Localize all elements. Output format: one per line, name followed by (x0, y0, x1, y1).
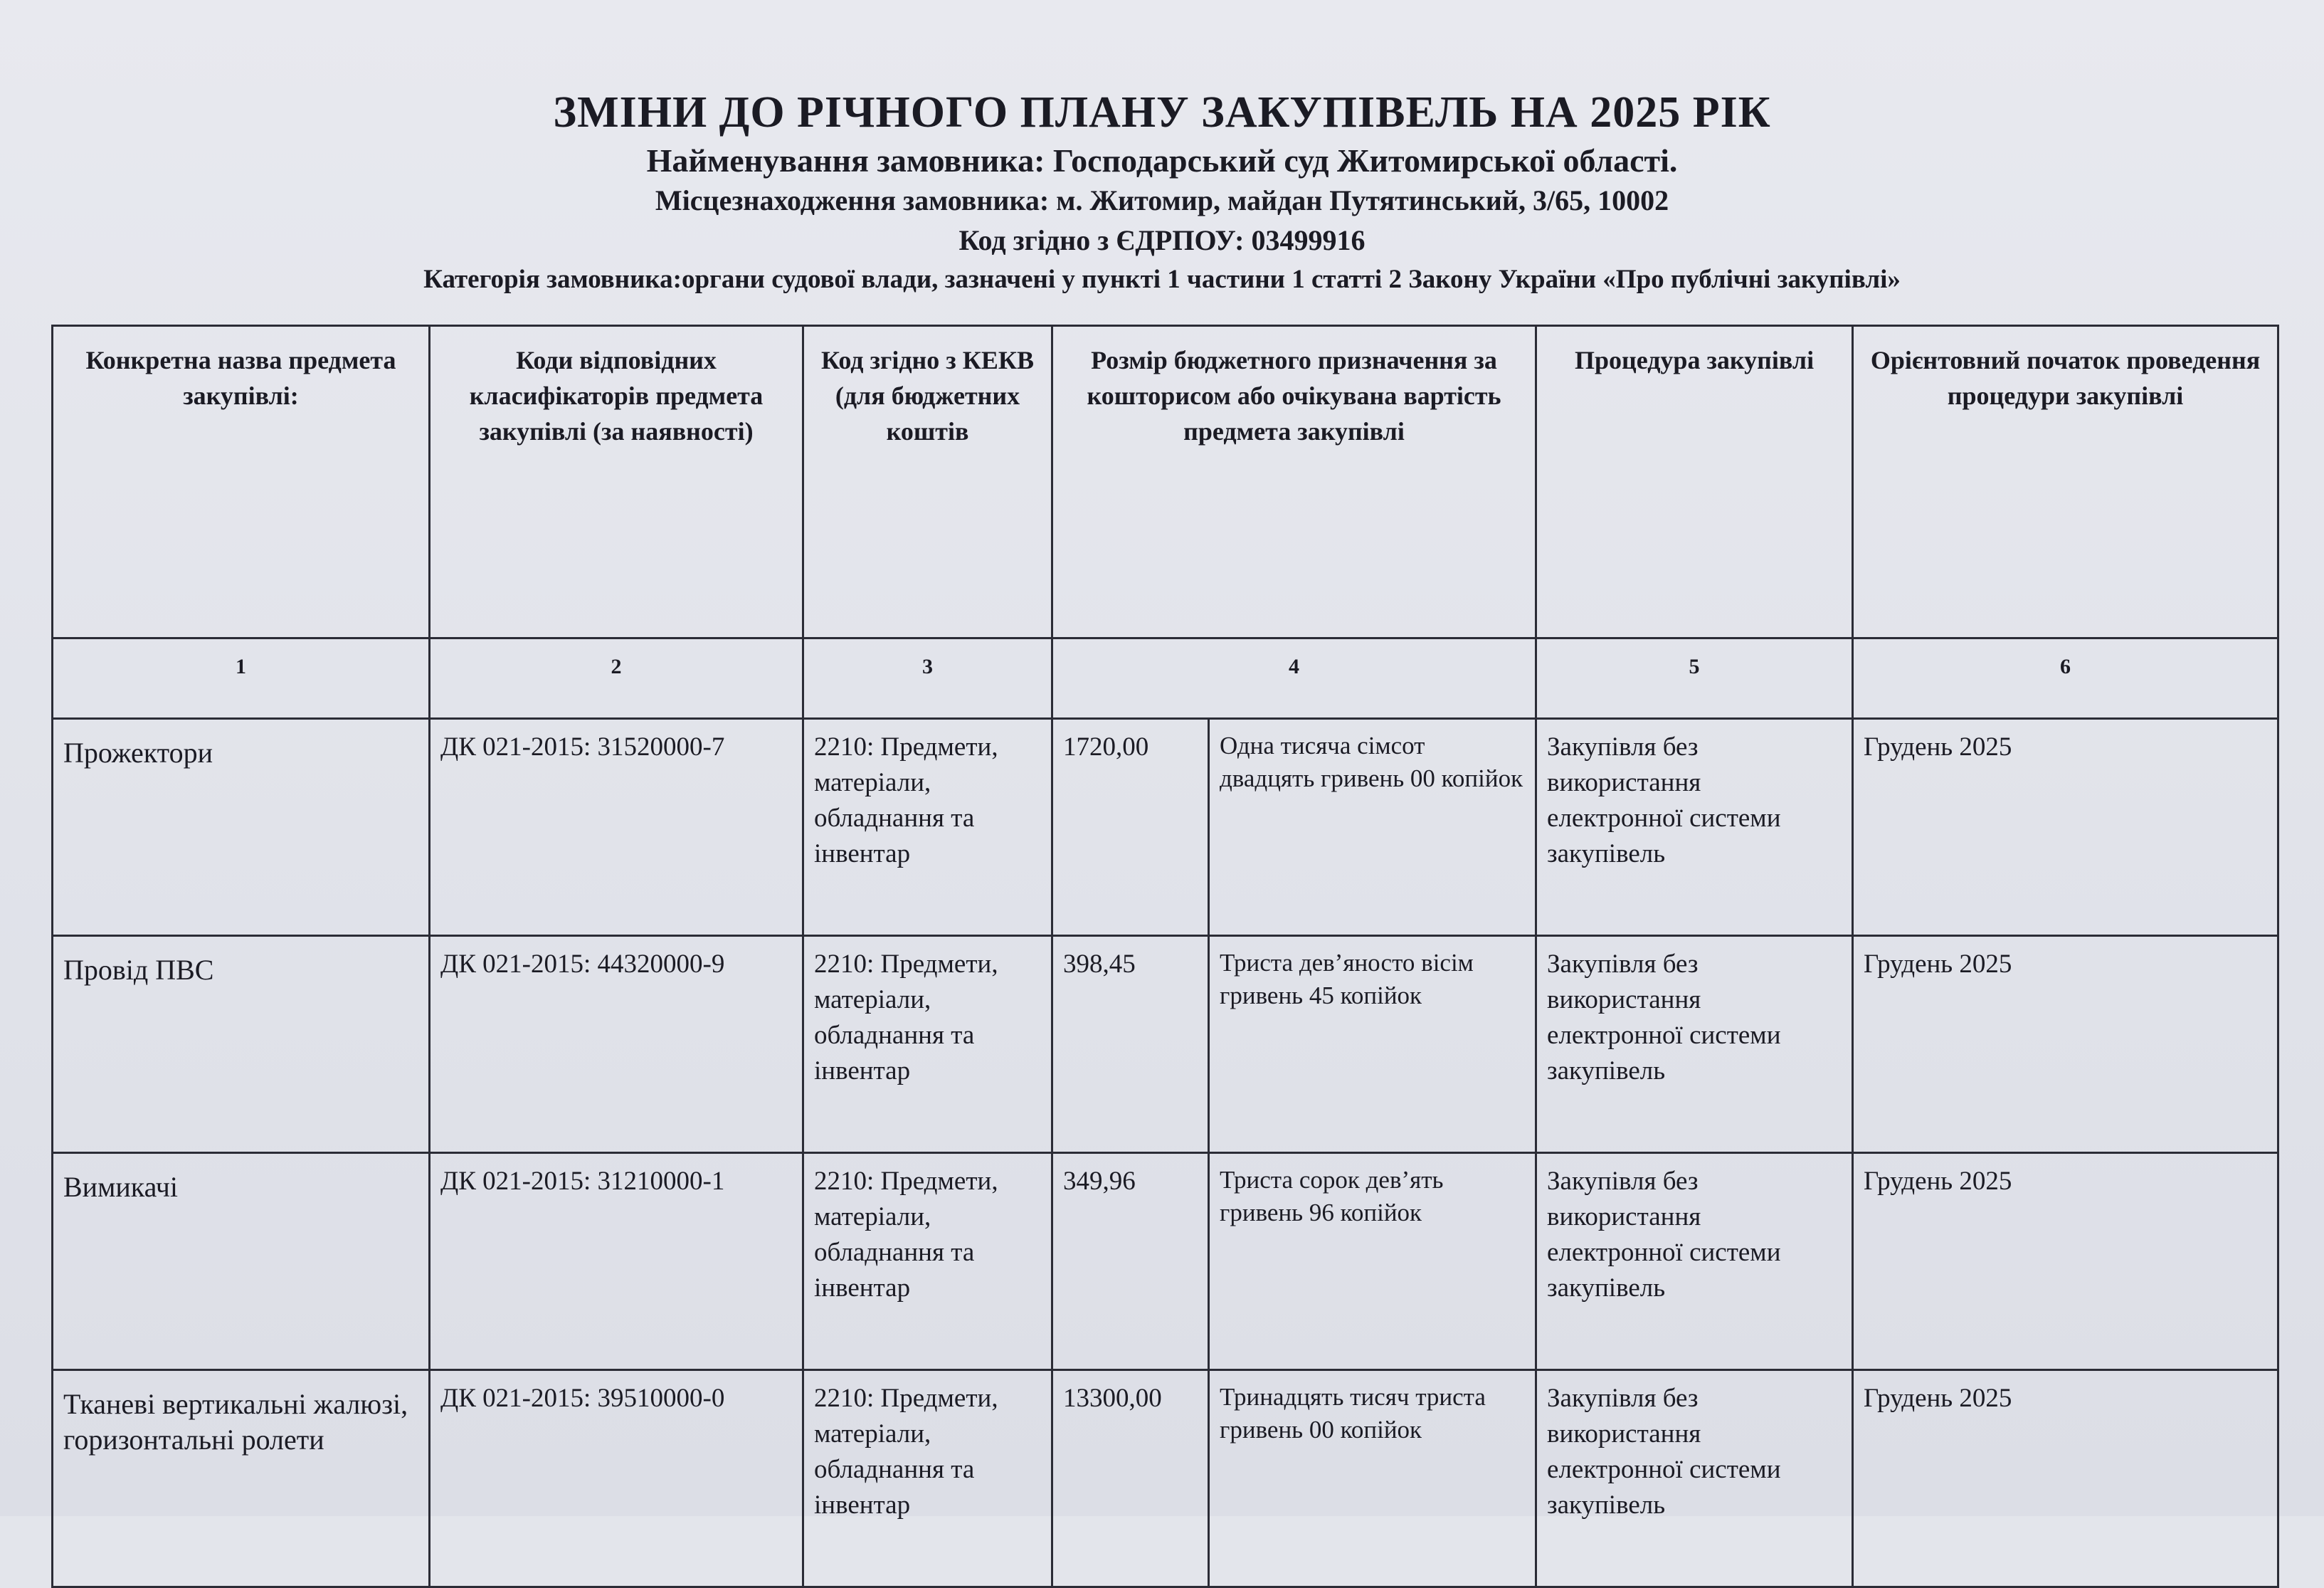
column-header-amount: Розмір бюджетного призначення за кошторисом або очікувана вартість предмета закупівлі (1052, 326, 1536, 638)
table-row (53, 936, 2278, 1153)
column-header-codes: Коди відповідних класифікаторів предмета закупівлі (за наявності) (430, 326, 803, 638)
amount-in-words: Триста дев’яносто вісім гривень 45 копійок (1209, 936, 1536, 1153)
column-number: 6 (1853, 638, 2278, 719)
table-row (53, 719, 2278, 936)
column-number: 3 (803, 638, 1052, 719)
table-header-row (53, 326, 2278, 638)
amount-value: 398,45 (1052, 936, 1209, 1153)
column-header-procedure: Процедура закупівлі (1536, 326, 1853, 638)
item-name: Провід ПВС (53, 936, 430, 1153)
procedure-start: Грудень 2025 (1853, 936, 2278, 1153)
table-row (53, 1153, 2278, 1370)
column-header-name: Конкретна назва предмета закупівлі: (53, 326, 430, 638)
item-name: Тканеві вертикальні жалюзі, горизонтальні ролети (53, 1370, 430, 1587)
kekv-code: 2210: Предмети, матеріали, обладнання та інвентар (803, 1153, 1052, 1370)
procurement-procedure: Закупівля без використання електронної системи закупівель (1536, 1370, 1853, 1587)
classifier-code: ДК 021-2015: 44320000-9 (430, 936, 803, 1153)
column-header-kekv: Код згідно з КЕКВ (для бюджетних коштів (803, 326, 1052, 638)
procurement-procedure: Закупівля без використання електронної системи закупівель (1536, 719, 1853, 936)
document-header (0, 84, 2324, 299)
procurement-procedure: Закупівля без використання електронної системи закупівель (1536, 1153, 1853, 1370)
amount-value: 1720,00 (1052, 719, 1209, 936)
column-number: 1 (53, 638, 430, 719)
customer-location: Місцезнаходження замовника: м. Житомир, майдан Путятинський, 3/65, 10002 (655, 184, 1669, 216)
customer-category: Категорія замовника:органи судової влади, зазначені у пункті 1 частини 1 статті 2 Закону України «Про публічні закупівлі» (423, 265, 1901, 294)
column-number-row (53, 638, 2278, 719)
classifier-code: ДК 021-2015: 39510000-0 (430, 1370, 803, 1587)
amount-in-words: Триста сорок дев’ять гривень 96 копійок (1209, 1153, 1536, 1370)
column-number: 5 (1536, 638, 1853, 719)
classifier-code: ДК 021-2015: 31520000-7 (430, 719, 803, 936)
table-row (53, 1370, 2278, 1587)
amount-in-words: Тринадцять тисяч триста гривень 00 копійок (1209, 1370, 1536, 1587)
procurement-procedure: Закупівля без використання електронної системи закупівель (1536, 936, 1853, 1153)
procedure-start: Грудень 2025 (1853, 1370, 2278, 1587)
column-header-start: Орієнтовний початок проведення процедури закупівлі (1853, 326, 2278, 638)
amount-value: 13300,00 (1052, 1370, 1209, 1587)
procurement-table (51, 325, 2279, 1588)
amount-value: 349,96 (1052, 1153, 1209, 1370)
item-name: Вимикачі (53, 1153, 430, 1370)
item-name: Прожектори (53, 719, 430, 936)
procedure-start: Грудень 2025 (1853, 1153, 2278, 1370)
classifier-code: ДК 021-2015: 31210000-1 (430, 1153, 803, 1370)
column-number: 4 (1052, 638, 1536, 719)
document-title: ЗМІНИ ДО РІЧНОГО ПЛАНУ ЗАКУПІВЕЛЬ НА 2025 РІК (553, 88, 1771, 137)
customer-name: Найменування замовника: Господарський суд Житомирської області. (646, 142, 1678, 179)
procedure-start: Грудень 2025 (1853, 719, 2278, 936)
kekv-code: 2210: Предмети, матеріали, обладнання та інвентар (803, 936, 1052, 1153)
amount-in-words: Одна тисяча сімсот двадцять гривень 00 копійок (1209, 719, 1536, 936)
kekv-code: 2210: Предмети, матеріали, обладнання та інвентар (803, 1370, 1052, 1587)
edrpou-code: Код згідно з ЄДРПОУ: 03499916 (958, 224, 1366, 256)
kekv-code: 2210: Предмети, матеріали, обладнання та інвентар (803, 719, 1052, 936)
column-number: 2 (430, 638, 803, 719)
